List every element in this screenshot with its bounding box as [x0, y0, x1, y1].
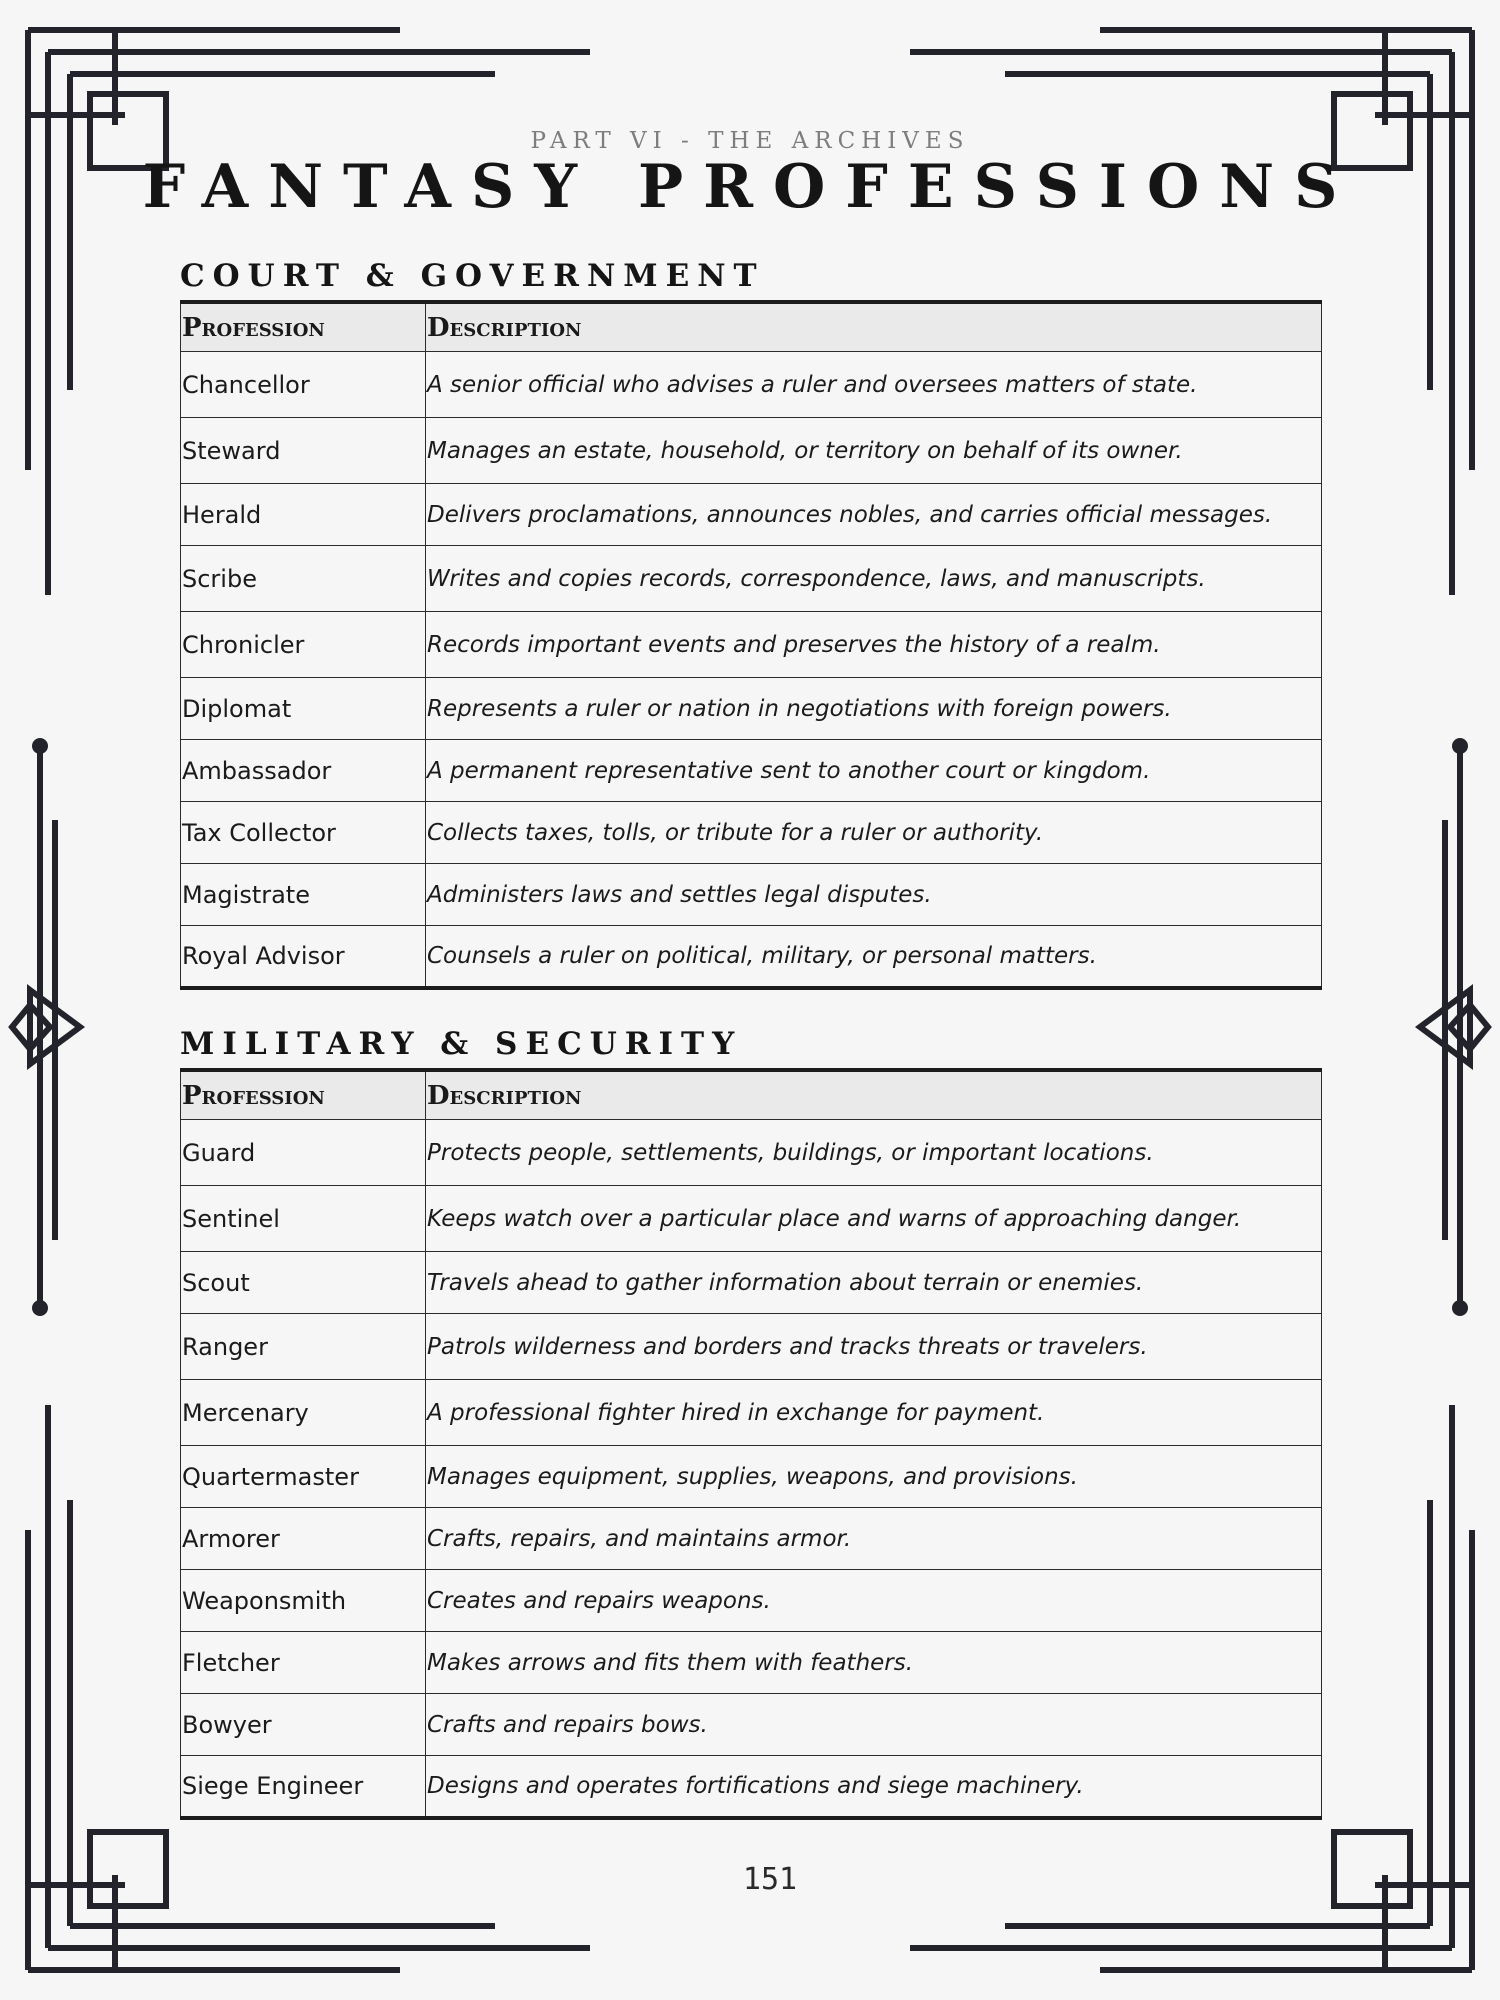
table-row [181, 1186, 1322, 1252]
description-cell: A permanent representative sent to another court or kingdom. [426, 740, 1322, 802]
description-cell: Protects people, settlements, buildings, or important locations. [426, 1120, 1322, 1186]
description-cell: Patrols wilderness and borders and tracks threats or travelers. [426, 1314, 1322, 1380]
profession-cell: Chronicler [181, 612, 426, 678]
description-cell: Manages equipment, supplies, weapons, and provisions. [426, 1446, 1322, 1508]
profession-cell: Weaponsmith [181, 1570, 426, 1632]
table-row [181, 926, 1322, 988]
page-number: 151 [742, 1862, 798, 1897]
side-ornament-left [12, 746, 80, 1308]
table-header-row [181, 1070, 1322, 1120]
column-header-profession: Profession [181, 1070, 426, 1120]
profession-cell: Steward [181, 418, 426, 484]
table-row [181, 352, 1322, 418]
table-row [181, 484, 1322, 546]
court-government-table [180, 300, 1322, 990]
profession-cell: Mercenary [181, 1380, 426, 1446]
description-cell: Delivers proclamations, announces nobles, and carries official messages. [426, 484, 1322, 546]
table-row [181, 1694, 1322, 1756]
description-cell: Designs and operates fortifications and siege machinery. [426, 1756, 1322, 1818]
profession-cell: Fletcher [181, 1632, 426, 1694]
table-row [181, 678, 1322, 740]
profession-cell: Scout [181, 1252, 426, 1314]
description-cell: Crafts and repairs bows. [426, 1694, 1322, 1756]
table-row [181, 1756, 1322, 1818]
column-header-description: Description [426, 302, 1322, 352]
table-row [181, 418, 1322, 484]
table-row [181, 864, 1322, 926]
profession-cell: Sentinel [181, 1186, 426, 1252]
profession-cell: Magistrate [181, 864, 426, 926]
profession-cell: Diplomat [181, 678, 426, 740]
profession-cell: Quartermaster [181, 1446, 426, 1508]
profession-cell: Herald [181, 484, 426, 546]
profession-cell: Siege Engineer [181, 1756, 426, 1818]
profession-cell: Bowyer [181, 1694, 426, 1756]
description-cell: Creates and repairs weapons. [426, 1570, 1322, 1632]
table-row [181, 1570, 1322, 1632]
table-row [181, 612, 1322, 678]
table-row [181, 1314, 1322, 1380]
side-ornament-right [1420, 746, 1488, 1308]
description-cell: Counsels a ruler on political, military, or personal matters. [426, 926, 1322, 988]
description-cell: Makes arrows and fits them with feathers. [426, 1632, 1322, 1694]
description-cell: Collects taxes, tolls, or tribute for a ruler or authority. [426, 802, 1322, 864]
table-row [181, 1508, 1322, 1570]
section-heading-court: COURT & GOVERNMENT [180, 258, 765, 294]
section-heading-military: MILITARY & SECURITY [180, 1026, 743, 1062]
profession-cell: Ranger [181, 1314, 426, 1380]
profession-cell: Armorer [181, 1508, 426, 1570]
description-cell: A professional fighter hired in exchange for payment. [426, 1380, 1322, 1446]
profession-cell: Tax Collector [181, 802, 426, 864]
profession-cell: Royal Advisor [181, 926, 426, 988]
profession-cell: Scribe [181, 546, 426, 612]
table-header-row [181, 302, 1322, 352]
table-row [181, 1252, 1322, 1314]
table-row [181, 546, 1322, 612]
profession-cell: Guard [181, 1120, 426, 1186]
description-cell: Writes and copies records, correspondence, laws, and manuscripts. [426, 546, 1322, 612]
table-row [181, 1446, 1322, 1508]
description-cell: Records important events and preserves the history of a realm. [426, 612, 1322, 678]
table-row [181, 1120, 1322, 1186]
military-security-table [180, 1068, 1322, 1820]
table-row [181, 802, 1322, 864]
description-cell: Administers laws and settles legal disputes. [426, 864, 1322, 926]
table-row [181, 1632, 1322, 1694]
profession-cell: Chancellor [181, 352, 426, 418]
table-row [181, 1380, 1322, 1446]
table-row [181, 740, 1322, 802]
description-cell: Travels ahead to gather information about terrain or enemies. [426, 1252, 1322, 1314]
description-cell: Manages an estate, household, or territory on behalf of its owner. [426, 418, 1322, 484]
description-cell: A senior official who advises a ruler and oversees matters of state. [426, 352, 1322, 418]
page-title: FANTASY PROFESSIONS [142, 152, 1358, 222]
description-cell: Keeps watch over a particular place and warns of approaching danger. [426, 1186, 1322, 1252]
profession-cell: Ambassador [181, 740, 426, 802]
description-cell: Represents a ruler or nation in negotiations with foreign powers. [426, 678, 1322, 740]
part-kicker: PART VI - THE ARCHIVES [530, 128, 970, 154]
description-cell: Crafts, repairs, and maintains armor. [426, 1508, 1322, 1570]
column-header-profession: Profession [181, 302, 426, 352]
column-header-description: Description [426, 1070, 1322, 1120]
